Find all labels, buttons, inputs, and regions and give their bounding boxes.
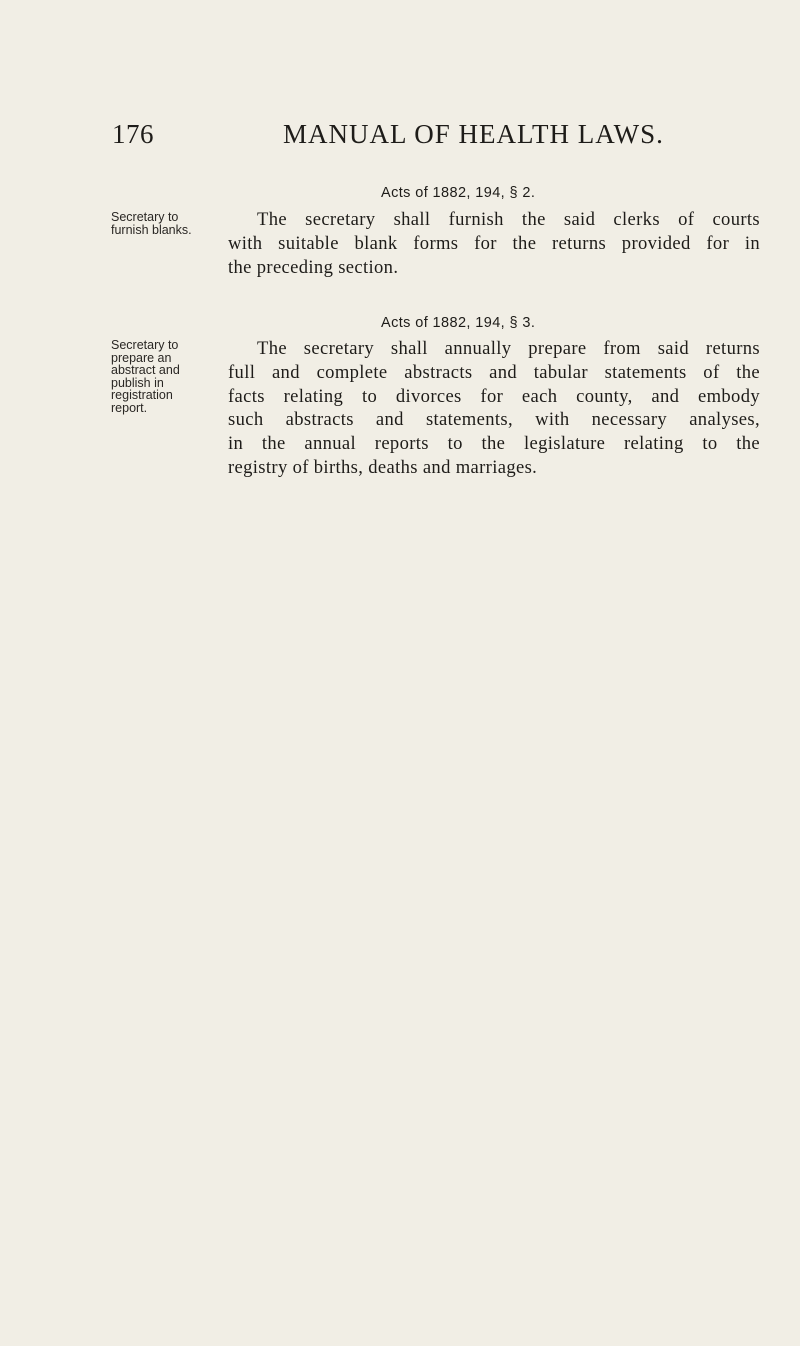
running-title: MANUAL OF HEALTH LAWS. bbox=[283, 119, 664, 149]
sidenote-line: registration bbox=[111, 388, 173, 402]
sidenote-prepare-abstract bbox=[111, 339, 180, 414]
sidenote-furnish-blanks bbox=[111, 211, 192, 236]
sidenote-line: abstract and bbox=[111, 363, 180, 377]
act-heading-section-3: Acts of 1882, 194, § 3. bbox=[381, 315, 536, 331]
sidenote-line: furnish blanks. bbox=[111, 222, 192, 237]
sidenote-line: publish in bbox=[111, 375, 164, 390]
text-line: with suitable blank forms for the returns provided for in bbox=[228, 232, 760, 254]
sidenote-line: Secretary to bbox=[111, 338, 179, 352]
text-line: The secretary shall furnish the said clerks of courts bbox=[257, 209, 760, 230]
sidenote-line: report. bbox=[111, 400, 148, 415]
text-line: registry of births, deaths and marriages. bbox=[228, 456, 538, 478]
section-2-text bbox=[228, 208, 760, 279]
text-line: such abstracts and statements, with necessary analyses, bbox=[228, 409, 760, 431]
text-line: in the annual reports to the legislature relating to the bbox=[228, 433, 760, 455]
act-heading-section-2: Acts of 1882, 194, § 2. bbox=[381, 185, 536, 201]
page-number: 176 bbox=[112, 119, 154, 149]
text-line: full and complete abstracts and tabular statements of the bbox=[228, 361, 760, 383]
sidenote-line: Secretary to bbox=[111, 210, 179, 224]
text-line: The secretary shall annually prepare from said returns bbox=[257, 338, 760, 359]
text-line: facts relating to divorces for each county, and embody bbox=[228, 385, 760, 407]
text-line: the preceding section. bbox=[228, 256, 399, 278]
section-3-text bbox=[228, 337, 760, 480]
sidenote-line: prepare an bbox=[111, 350, 172, 365]
